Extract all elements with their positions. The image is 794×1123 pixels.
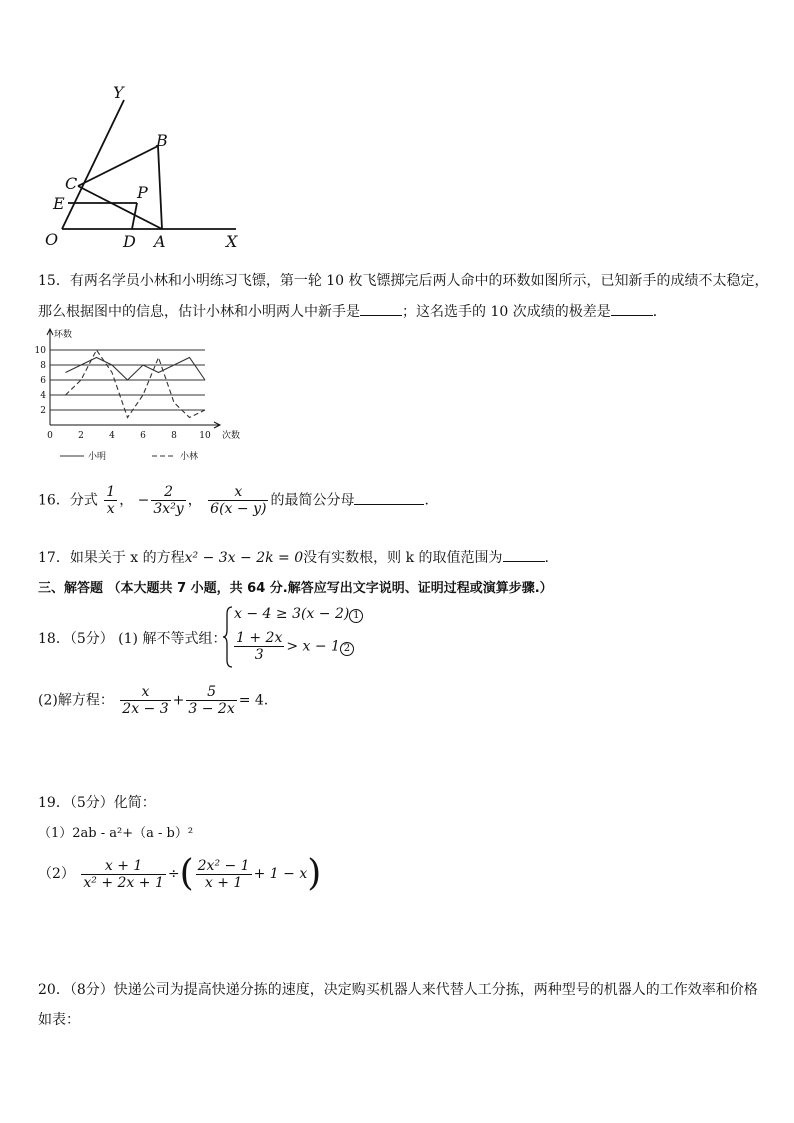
q19-title-text: 19．（5分）化简： <box>38 795 156 811</box>
q18-eq-fraction-2: $\frac{5}{3 - 2x}$ <box>188 684 235 717</box>
q19-operator: ÷ <box>167 866 180 882</box>
x-tick-label-4: 4 <box>109 431 115 441</box>
q15-line1 <box>38 270 769 290</box>
q19-part1 <box>38 822 193 841</box>
x-tick-label-0: 0 <box>47 431 53 441</box>
q17-blank <box>503 547 545 562</box>
y-axis-label: 环数 <box>54 330 73 340</box>
label-O: O <box>45 230 59 249</box>
label-B: B <box>156 131 168 150</box>
label-Y: Y <box>113 83 124 102</box>
q18-eq-rest: = 4. <box>238 692 269 709</box>
q16-blank <box>354 490 424 505</box>
q19-fraction-1: $\frac{x + 1}{\text{x² + 2x + 1}}$ <box>83 857 164 891</box>
x-tick-label-8: 8 <box>171 431 177 441</box>
section3-note: （本大题共 7 小题，共 64 分.解答应写出文字说明、证明过程或演算步骤.） <box>107 581 553 596</box>
x-tick-label-10: 10 <box>199 431 211 441</box>
y-tick-label-6: 6 <box>40 376 46 386</box>
label-E: E <box>53 194 65 213</box>
q20-text2: 如表： <box>38 1012 80 1028</box>
q18-inequality-2 <box>232 630 354 663</box>
q19-part2 <box>38 853 322 894</box>
q18-eq-fraction-1: $\frac{x}{2x - 3}$ <box>122 684 169 717</box>
q17-equation: x² − 3x − 2k = 0 <box>184 550 304 566</box>
q15-text2a: 那么根据图中的信息，估计小林和小明两人中新手是 <box>38 304 360 320</box>
q16-fraction-1: $\frac{1}{x}$ <box>106 484 116 517</box>
q18-ineq2-fraction: $\frac{1 + 2x}{3}$ <box>236 630 283 663</box>
q16-sep-2: ， <box>187 492 202 509</box>
y-tick-label-10: 10 <box>34 346 46 356</box>
q17-line <box>38 547 549 567</box>
q18-mark-1: 1 <box>349 609 363 623</box>
q18-part2-line <box>38 684 268 717</box>
section3-title: 三、解答题 <box>38 581 104 596</box>
y-tick-label-8: 8 <box>40 361 46 371</box>
label-D: D <box>123 232 136 251</box>
x-tick-label-2: 2 <box>78 431 84 441</box>
label-X: X <box>226 232 238 251</box>
q15-text2c: ． <box>652 304 667 320</box>
section3-heading <box>38 577 553 596</box>
q15-blank1 <box>360 301 402 316</box>
q17-prefix: 17．如果关于 x 的方程 <box>38 550 185 566</box>
q17-suffix: 没有实数根，则 k 的取值范围为 <box>303 550 503 566</box>
q18-prefix-line <box>38 628 226 648</box>
x-axis-label: 次数 <box>222 431 241 441</box>
q15-blank2 <box>611 301 653 316</box>
q16-minus: − <box>137 492 150 509</box>
q18-part2-prefix: (2)解方程： <box>38 692 114 709</box>
dart-score-chart <box>30 326 260 468</box>
q16-end: . <box>424 492 429 509</box>
y-tick-label-4: 4 <box>40 391 46 401</box>
q18-inequality-1 <box>234 606 363 623</box>
q19-title <box>38 792 156 812</box>
q20-line1 <box>38 979 758 999</box>
label-C: C <box>65 174 78 193</box>
label-P: P <box>137 183 148 202</box>
q16-fraction-2: $\frac{2}{\text{3x²y}}$ <box>153 484 184 517</box>
q15-text1: 15．有两名学员小林和小明练习飞镖，第一轮 10 枚飞镖掷完后两人命中的环数如图所示，已知新手的成绩不太稳定， <box>38 273 769 289</box>
q16-sep-1: ， <box>119 492 134 509</box>
q18-ineq1-text: x − 4 ≥ 3(x − 2) <box>234 606 350 622</box>
geometry-figure <box>40 80 260 255</box>
q16-line <box>38 484 429 517</box>
q19-part2-rest: + 1 − x <box>253 866 308 882</box>
q16-prefix: 16．分式 <box>38 492 98 509</box>
q15-text2b: ；这名选手的 10 次成绩的极差是 <box>402 304 611 320</box>
q16-fraction-3: $\frac{x}{6(x - y)}$ <box>210 484 267 517</box>
q18-ineq2-rest: > x − 1 <box>286 638 340 655</box>
q19-right-paren: ) <box>307 853 322 894</box>
q16-suffix: 的最简公分母 <box>270 492 355 509</box>
legend-label-0: 小明 <box>88 452 107 462</box>
q20-text1: 20．（8分）快递公司为提高快递分拣的速度，决定购买机器人来代替人工分拣，两种型号的机器人的工作效率和价格 <box>38 982 758 998</box>
q18-eq-plus: + <box>172 692 185 709</box>
label-A: A <box>154 232 166 251</box>
q19-fraction-2: $\frac{\text{2x² − 1}}{x + 1}$ <box>197 857 250 891</box>
q19-left-paren: ( <box>179 853 194 894</box>
q20-line2 <box>38 1009 80 1029</box>
q17-end: . <box>544 550 549 566</box>
y-tick-label-2: 2 <box>40 406 46 416</box>
q19-part1-text: （1）2ab - a²+（a - b）² <box>38 826 194 841</box>
x-tick-label-6: 6 <box>140 431 146 441</box>
q15-line2 <box>38 301 667 321</box>
legend-label-1: 小林 <box>180 452 199 462</box>
q18-mark-2: 2 <box>340 642 354 656</box>
q18-prefix: 18．（5分） (1) 解不等式组： <box>38 631 227 647</box>
q19-part2-prefix: （2） <box>38 866 75 882</box>
